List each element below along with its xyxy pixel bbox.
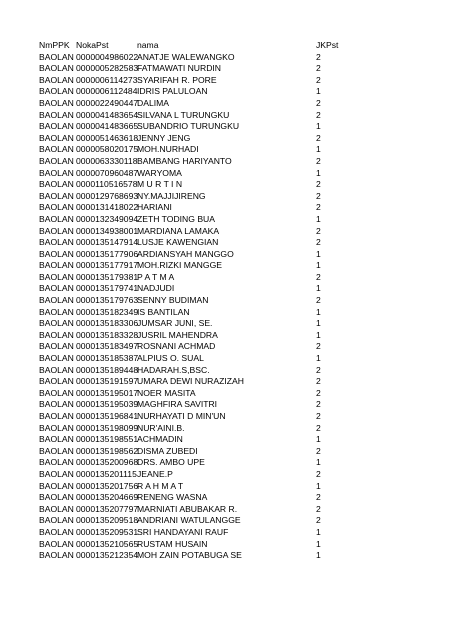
cell-nmppk: BAOLAN [39, 434, 74, 445]
cell-nokapst: 0000135212354 [76, 550, 139, 561]
table-row [0, 550, 474, 562]
cell-jkpst: 1 [316, 353, 321, 364]
cell-jkpst: 2 [316, 225, 321, 236]
table-row [0, 388, 474, 400]
cell-jkpst: 1 [316, 306, 321, 317]
cell-jkpst: 1 [316, 457, 321, 468]
cell-jkpst: 1 [316, 283, 321, 294]
cell-nmppk: BAOLAN [39, 341, 74, 352]
table-row [0, 144, 474, 156]
cell-nokapst: 0000132349094 [76, 213, 139, 224]
table-row [0, 365, 474, 377]
cell-jkpst: 1 [316, 260, 321, 271]
cell-nama: DALIMA [137, 97, 169, 108]
table-row [0, 168, 474, 180]
cell-nama: MARNIATI ABUBAKAR R. [137, 503, 238, 514]
cell-nokapst: 0000135196841 [76, 411, 139, 421]
cell-nokapst: 0000022490447 [76, 97, 139, 108]
cell-nokapst: 0000135201756 [76, 480, 139, 491]
cell-jkpst: 2 [316, 515, 321, 526]
cell-jkpst: 1 [316, 121, 321, 132]
cell-nokapst: 0000135204669 [76, 492, 139, 503]
cell-jkpst: 1 [316, 526, 321, 537]
cell-jkpst: 1 [316, 86, 321, 97]
table-row [0, 179, 474, 191]
cell-nokapst: 0000135198562 [76, 445, 139, 456]
cell-nokapst: 0000135177917 [76, 260, 139, 271]
cell-nama: MOH.RIZKI MANGGE [137, 260, 222, 271]
cell-nmppk: BAOLAN [39, 411, 74, 421]
cell-nmppk: BAOLAN [39, 283, 74, 294]
table-row [0, 98, 474, 110]
cell-nama: MOH ZAIN POTABUGA SE [137, 550, 242, 561]
cell-jkpst: 1 [316, 434, 321, 445]
cell-jkpst: 2 [316, 468, 321, 479]
table-row [0, 75, 474, 87]
table-row [0, 307, 474, 319]
cell-nmppk: BAOLAN [39, 538, 74, 549]
cell-nama: FATMAWATI NURDIN [137, 63, 222, 74]
cell-nmppk: BAOLAN [39, 202, 74, 213]
cell-nokapst: 0000131418022 [76, 202, 139, 213]
cell-nokapst: 0000135198551 [76, 434, 139, 445]
cell-nmppk: BAOLAN [39, 422, 74, 433]
cell-nmppk: BAOLAN [39, 457, 74, 468]
table-row [0, 283, 474, 295]
cell-nama: NADJUDI [137, 283, 175, 294]
table-row [0, 411, 474, 423]
cell-jkpst: 2 [316, 202, 321, 213]
cell-jkpst: 1 [316, 538, 321, 549]
cell-nama: JEANE.P [137, 468, 173, 479]
cell-nama: HADARAH.S,BSC. [137, 364, 210, 375]
cell-nokapst: 0000005282583 [76, 63, 139, 74]
table-row [0, 399, 474, 411]
cell-nokapst: 0000135179741 [76, 283, 139, 294]
cell-jkpst: 1 [316, 550, 321, 561]
table-row [0, 133, 474, 145]
cell-nokapst: 0000135177906 [76, 248, 139, 259]
table-row [0, 156, 474, 168]
cell-nama: SILVANA L TURUNGKU [137, 109, 230, 120]
cell-jkpst: 2 [316, 364, 321, 375]
cell-jkpst: 2 [316, 237, 321, 248]
cell-nmppk: BAOLAN [39, 167, 74, 178]
table-row [0, 446, 474, 458]
table-row [0, 341, 474, 353]
cell-nmppk: BAOLAN [39, 97, 74, 108]
cell-nmppk: BAOLAN [39, 155, 74, 166]
cell-nmppk: BAOLAN [39, 445, 74, 456]
cell-jkpst: 2 [316, 271, 321, 282]
table-row [0, 110, 474, 122]
cell-nama: DISMA ZUBEDI [137, 445, 198, 456]
cell-nmppk: BAOLAN [39, 503, 74, 514]
cell-nama: SYARIFAH R. PORE [137, 74, 217, 85]
cell-nokapst: 0000135209518 [76, 515, 139, 526]
cell-nokapst: 0000135183306 [76, 318, 139, 329]
cell-nokapst: 0000129768693 [76, 190, 139, 201]
cell-nokapst: 0000135183328 [76, 329, 139, 340]
table-row [0, 504, 474, 516]
cell-nmppk: BAOLAN [39, 364, 74, 375]
table-row [0, 434, 474, 446]
cell-nokapst: 0000135195017 [76, 387, 139, 398]
cell-nokapst: 0000135185387 [76, 353, 139, 364]
table-row [0, 527, 474, 539]
cell-nmppk: BAOLAN [39, 515, 74, 526]
cell-jkpst: 2 [316, 422, 321, 433]
cell-nama: BAMBANG HARIYANTO [137, 155, 232, 166]
cell-nmppk: BAOLAN [39, 306, 74, 317]
cell-nmppk: BAOLAN [39, 51, 74, 62]
cell-nmppk: BAOLAN [39, 109, 74, 120]
table-row [0, 353, 474, 365]
cell-nama: RUSTAM HUSAIN [137, 538, 208, 549]
cell-nokapst: 0000135179381 [76, 271, 139, 282]
cell-nama: ARDIANSYAH MANGGO [137, 248, 234, 259]
cell-nmppk: BAOLAN [39, 318, 74, 329]
cell-nama: DRS. AMBO UPE [137, 457, 205, 468]
cell-nama: JUSRIL MAHENDRA [137, 329, 218, 340]
cell-nmppk: BAOLAN [39, 399, 74, 410]
table-row [0, 295, 474, 307]
cell-nokapst: 0000006112484 [76, 86, 138, 97]
cell-nama: IDRIS PALULOAN [137, 86, 208, 97]
cell-nokapst: 0000135147914 [76, 237, 139, 248]
cell-nmppk: BAOLAN [39, 387, 74, 398]
cell-nokapst: 0000058020175 [76, 144, 139, 155]
cell-nmppk: BAOLAN [39, 376, 74, 387]
table-row [0, 86, 474, 98]
table-row [0, 63, 474, 75]
cell-nama: LUSJE KAWENGIAN [137, 237, 219, 248]
header-row [0, 40, 474, 52]
cell-jkpst: 1 [316, 213, 321, 224]
cell-nama: SUBANDRIO TURUNGKU [137, 121, 240, 132]
cell-jkpst: 2 [316, 503, 321, 514]
cell-nama: UMARA DEWI NURAZIZAH [137, 376, 244, 387]
cell-nmppk: BAOLAN [39, 468, 74, 479]
cell-nokapst: 0000041483665 [76, 121, 139, 132]
cell-jkpst: 2 [316, 295, 321, 306]
spreadsheet [0, 40, 474, 562]
cell-jkpst: 2 [316, 155, 321, 166]
cell-jkpst: 1 [316, 144, 321, 155]
cell-nmppk: BAOLAN [39, 86, 74, 97]
cell-jkpst: 2 [316, 190, 321, 201]
table-row [0, 469, 474, 481]
cell-nmppk: BAOLAN [39, 526, 74, 537]
cell-nokapst: 0000110516578 [76, 179, 138, 190]
cell-nmppk: BAOLAN [39, 329, 74, 340]
cell-nama: ACHMADIN [137, 434, 183, 445]
cell-jkpst: 1 [316, 329, 321, 340]
cell-nokapst: 0000135207797 [76, 503, 139, 514]
table-row [0, 539, 474, 551]
cell-nama: JENNY JENG [137, 132, 191, 143]
cell-nama: JUMSAR JUNI, SE. [137, 318, 213, 329]
cell-jkpst: 2 [316, 411, 321, 421]
cell-nama: RENENG WASNA [137, 492, 208, 503]
cell-jkpst: 2 [316, 376, 321, 387]
cell-nmppk: BAOLAN [39, 295, 74, 306]
cell-nmppk: BAOLAN [39, 225, 74, 236]
cell-nokapst: 0000135195039 [76, 399, 139, 410]
cell-nmppk: BAOLAN [39, 492, 74, 503]
cell-nokapst: 0000135210565 [76, 538, 139, 549]
table-row [0, 191, 474, 203]
header-jkpst: JKPst [316, 40, 339, 50]
cell-nokapst: 0000135209531 [76, 526, 139, 537]
cell-nama: WARYOMA [137, 167, 182, 178]
cell-nmppk: BAOLAN [39, 121, 74, 132]
cell-nmppk: BAOLAN [39, 237, 74, 248]
cell-nokapst: 0000135179763 [76, 295, 139, 306]
cell-nmppk: BAOLAN [39, 190, 74, 201]
data-rows [0, 52, 474, 562]
cell-nama: ALPIUS O. SUAL [137, 353, 204, 364]
table-row [0, 330, 474, 342]
table-row [0, 457, 474, 469]
cell-nama: ANDRIANI WATULANGGE [137, 515, 241, 526]
cell-nmppk: BAOLAN [39, 132, 74, 143]
cell-nokapst: 0000135183497 [76, 341, 139, 352]
cell-nokapst: 0000135200968 [76, 457, 139, 468]
cell-nmppk: BAOLAN [39, 550, 74, 561]
table-row [0, 260, 474, 272]
cell-jkpst: 2 [316, 179, 321, 190]
table-row [0, 481, 474, 493]
cell-nama: ZETH TODING BUA [137, 213, 215, 224]
cell-nokapst: 0000135189448 [76, 364, 139, 375]
cell-nama: P A T M A [137, 271, 175, 282]
cell-nmppk: BAOLAN [39, 271, 74, 282]
cell-nmppk: BAOLAN [39, 260, 74, 271]
cell-nama: NY.MAJJIJIRENG [137, 190, 206, 201]
header-nama: nama [137, 40, 159, 50]
cell-nama: R A H M A T [137, 480, 184, 491]
header-nmppk: NmPPK [39, 40, 70, 50]
table-row [0, 202, 474, 214]
cell-nmppk: BAOLAN [39, 480, 74, 491]
cell-nmppk: BAOLAN [39, 63, 74, 74]
cell-nama: SRI HANDAYANI RAUF [137, 526, 229, 537]
cell-nmppk: BAOLAN [39, 179, 74, 190]
cell-jkpst: 2 [316, 387, 321, 398]
cell-jkpst: 2 [316, 51, 321, 62]
cell-jkpst: 2 [316, 399, 321, 410]
table-row [0, 214, 474, 226]
cell-jkpst: 1 [316, 167, 321, 178]
cell-jkpst: 1 [316, 318, 321, 329]
cell-nmppk: BAOLAN [39, 144, 74, 155]
table-row [0, 423, 474, 435]
cell-nama: MARDIANA LAMAKA [137, 225, 220, 236]
cell-nokapst: 0000135182349 [76, 306, 139, 317]
cell-jkpst: 2 [316, 97, 321, 108]
cell-nama: ANATJE WALEWANGKO [137, 51, 235, 62]
cell-nokapst: 0000134938001 [76, 225, 139, 236]
cell-jkpst: 1 [316, 248, 321, 259]
cell-jkpst: 1 [316, 480, 321, 491]
table-row [0, 226, 474, 238]
cell-nama: MOH.NURHADI [137, 144, 199, 155]
cell-nmppk: BAOLAN [39, 353, 74, 364]
table-row [0, 52, 474, 64]
cell-nama: NURHAYATI D MIN'UN [137, 411, 226, 421]
cell-nokapst: 0000070960487 [76, 167, 139, 178]
cell-nama: MAGHFIRA SAVITRI [137, 399, 218, 410]
cell-nmppk: BAOLAN [39, 248, 74, 259]
cell-jkpst: 2 [316, 341, 321, 352]
cell-nama: ROSNANI ACHMAD [137, 341, 216, 352]
cell-jkpst: 2 [316, 445, 321, 456]
cell-jkpst: 2 [316, 109, 321, 120]
cell-nokapst: 0000006114273 [76, 74, 138, 85]
cell-nama: M U R T I N [137, 179, 183, 190]
table-row [0, 272, 474, 284]
cell-nokapst: 0000063330118 [76, 155, 138, 166]
header-nokapst: NokaPst [76, 40, 109, 50]
table-row [0, 515, 474, 527]
cell-jkpst: 2 [316, 74, 321, 85]
cell-nama: HARIANI [137, 202, 172, 213]
cell-nokapst: 0000041483654 [76, 109, 139, 120]
table-row [0, 318, 474, 330]
cell-nmppk: BAOLAN [39, 213, 74, 224]
table-row [0, 249, 474, 261]
cell-nama: IS BANTILAN [137, 306, 190, 317]
cell-nama: NUR'AINI.B. [137, 422, 185, 433]
cell-nokapst: 0000051463618 [76, 132, 139, 143]
cell-jkpst: 2 [316, 132, 321, 143]
table-row [0, 237, 474, 249]
cell-nokapst: 0000004986022 [76, 51, 139, 62]
cell-jkpst: 2 [316, 492, 321, 503]
cell-nama: SENNY BUDIMAN [137, 295, 209, 306]
table-row [0, 121, 474, 133]
table-row [0, 376, 474, 388]
cell-nama: NOER MASITA [137, 387, 196, 398]
cell-jkpst: 2 [316, 63, 321, 74]
cell-nokapst: 0000135198099 [76, 422, 139, 433]
cell-nmppk: BAOLAN [39, 74, 74, 85]
cell-nokapst: 0000135201115 [76, 468, 137, 479]
table-row [0, 492, 474, 504]
cell-nokapst: 0000135191597 [76, 376, 139, 387]
